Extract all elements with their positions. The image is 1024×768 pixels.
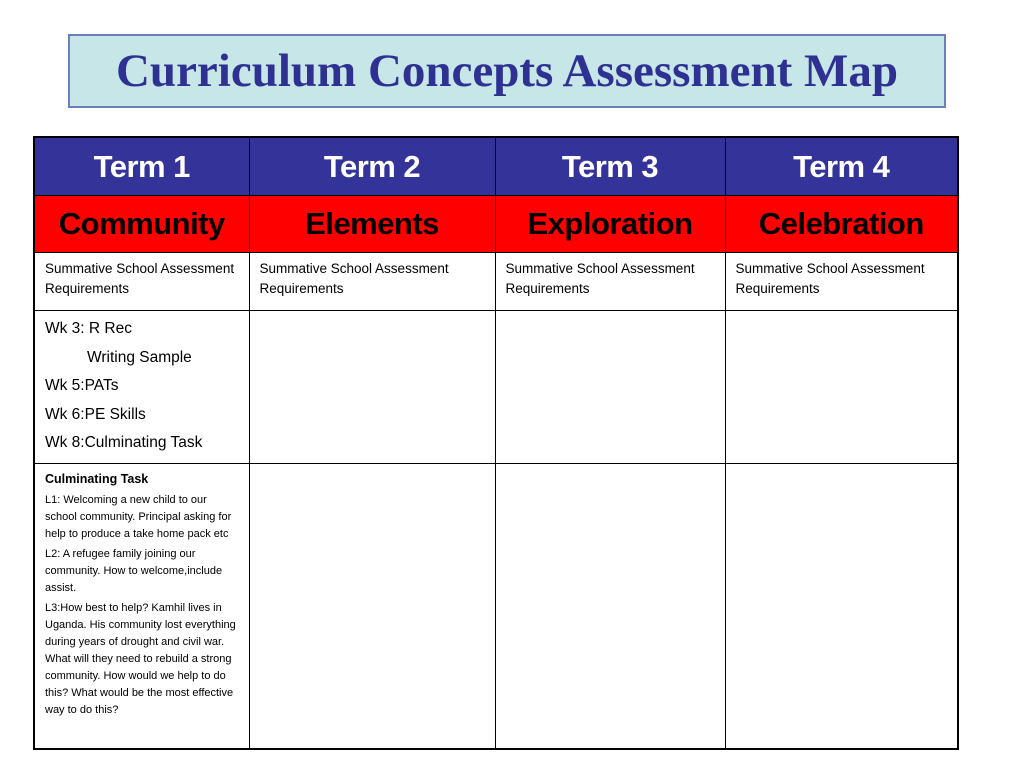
- weeks-row: [34, 311, 958, 464]
- week-item: Writing Sample: [87, 348, 192, 366]
- concept-header-cell: [725, 196, 958, 253]
- concept-header-row: [34, 196, 958, 253]
- term-label: Term 4: [793, 148, 890, 184]
- requirements-cell: Summative School Assessment Requirements: [725, 253, 958, 311]
- concept-label: Exploration: [527, 206, 693, 241]
- week-item: Wk 5:PATs: [45, 377, 119, 394]
- concept-label: Elements: [305, 206, 439, 241]
- week-item: Wk 8:Culminating Task: [45, 434, 203, 451]
- requirements-cell: Summative School Assessment Requirements: [249, 253, 495, 311]
- term-header-row: [34, 137, 958, 196]
- requirements-cell: Summative School Assessment Requirements: [495, 253, 725, 311]
- week-item: Wk 6:PE Skills: [45, 405, 146, 423]
- empty-cell: [249, 311, 495, 464]
- culminating-task-cell: [34, 464, 249, 750]
- term-header-cell: [725, 137, 958, 196]
- term1-weeks-cell: [34, 311, 249, 464]
- concept-header-cell: [495, 196, 725, 253]
- empty-cell: [249, 464, 495, 750]
- page-title: Curriculum Concepts Assessment Map: [115, 45, 899, 97]
- term-label: Term 1: [93, 148, 190, 184]
- term-label: Term 3: [561, 148, 659, 184]
- term-header-cell: [249, 137, 495, 196]
- term-header-cell: [34, 137, 249, 196]
- empty-cell: [495, 311, 725, 464]
- requirements-cell: Summative School Assessment Requirements: [34, 253, 249, 311]
- culminating-task-paragraph: L1: Welcoming a new child to our school community. Principal asking for help to produce a take home pack etc: [45, 494, 232, 540]
- empty-cell: [725, 311, 958, 464]
- culminating-task-paragraph: L2: A refugee family joining our community. How to welcome,include assist.: [45, 548, 223, 594]
- empty-cell: [495, 464, 725, 750]
- term-header-cell: [495, 137, 725, 196]
- concept-label: Community: [58, 206, 225, 241]
- requirements-row: [34, 253, 958, 311]
- week-item: Wk 3: R Rec: [45, 320, 132, 337]
- concept-header-cell: [249, 196, 495, 253]
- title-box: [68, 34, 946, 108]
- culminating-task-heading: Culminating Task: [45, 472, 149, 486]
- concept-header-cell: [34, 196, 249, 253]
- assessment-map-table: [33, 136, 959, 750]
- empty-cell: [725, 464, 958, 750]
- culminating-task-paragraph: L3:How best to help? Kamhil lives in Uganda. His community lost everything during years of drought and civil war. What will they need to rebuild a strong community. How would we help to do this? What would be the most effective way to do this?: [45, 602, 236, 716]
- term-label: Term 2: [323, 148, 421, 184]
- culminating-task-row: [34, 464, 958, 750]
- concept-label: Celebration: [758, 206, 924, 241]
